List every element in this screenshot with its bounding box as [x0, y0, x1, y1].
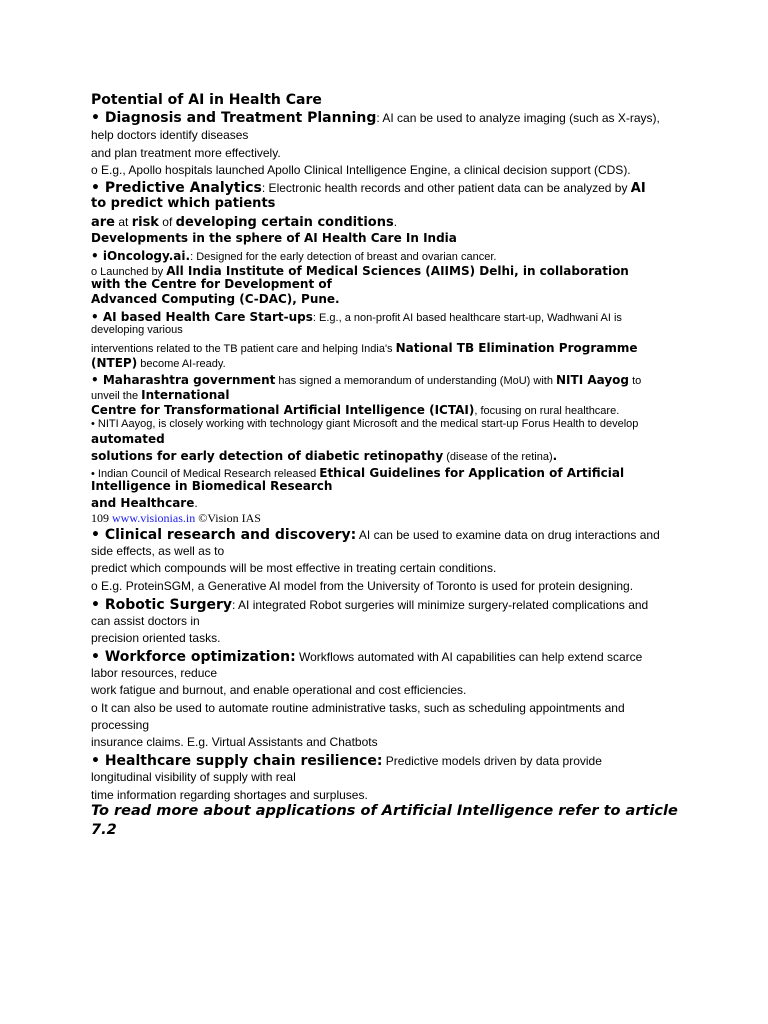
- robotic-line-1: • Robotic Surgery: AI integrated Robot surgeries will minimize surgery-related complications and: [91, 597, 649, 613]
- startups-heading: AI based Health Care Start-ups: [102, 310, 313, 324]
- page-footer: [91, 511, 261, 526]
- startups-line-2: developing various: [91, 324, 183, 336]
- website-link[interactable]: www.visionias.in: [112, 511, 196, 525]
- predictive-line-1: • Predictive Analytics: Electronic health records and other patient data can be analyzed by AI: [91, 180, 646, 196]
- clinical-line-3: predict which compounds will be most effective in treating certain conditions.: [91, 561, 497, 575]
- diagnosis-heading: Diagnosis and Treatment Planning: [104, 110, 377, 126]
- clinical-line-1: • Clinical research and discovery: AI can be used to examine data on drug interactions and: [91, 527, 660, 543]
- maharashtra-line-3: Centre for Transformational Artificial Intelligence (ICTAI), focusing on rural healthcare.: [91, 403, 620, 417]
- startups-line-3: interventions related to the TB patient care and helping India's National TB Elimination Programme: [91, 341, 638, 355]
- icmr-line-3: and Healthcare.: [91, 496, 198, 510]
- supply-line-1: • Healthcare supply chain resilience: Predictive models driven by data provide: [91, 753, 602, 769]
- read-more-line-1: To read more about applications of Artificial Intelligence refer to article: [91, 803, 678, 819]
- startups-line-4: (NTEP) become AI-ready.: [91, 356, 226, 370]
- predictive-heading: Predictive Analytics: [104, 180, 262, 196]
- clinical-example: o E.g. ProteinSGM, a Generative AI model from the University of Toronto is used for protein designing.: [91, 579, 634, 593]
- workforce-heading: Workforce optimization:: [104, 649, 296, 665]
- diagnosis-example: o E.g., Apollo hospitals launched Apollo Clinical Intelligence Engine, a clinical decision support (CDS).: [91, 163, 631, 177]
- startups-line-1: • AI based Health Care Start-ups: E.g., a non-profit AI based healthcare start-up, Wadhwani AI is: [91, 310, 622, 324]
- supply-heading: Healthcare supply chain resilience:: [104, 753, 383, 769]
- robotic-line-2: can assist doctors in: [91, 614, 200, 628]
- maharashtra-line-1: • Maharashtra government has signed a memorandum of understanding (MoU) with NITI Aayog to: [91, 373, 642, 387]
- page-number: 109: [91, 511, 112, 525]
- niti-line-1: • NITI Aayog, is closely working with technology giant Microsoft and the medical start-up Forus Health to develop: [91, 418, 639, 430]
- maharashtra-line-2: unveil the International: [91, 388, 230, 402]
- launch-line-2: with the Centre for Development of: [91, 277, 332, 291]
- workforce-sub-line-3: insurance claims. E.g. Virtual Assistants and Chatbots: [91, 735, 378, 749]
- copyright-text: ©Vision IAS: [195, 511, 261, 525]
- launch-line-1: o Launched by All India Institute of Medical Sciences (AIIMS) Delhi, in collaboration: [91, 264, 629, 278]
- robotic-line-3: precision oriented tasks.: [91, 631, 221, 645]
- section-title: Potential of AI in Health Care: [91, 92, 322, 108]
- icmr-line-1: • Indian Council of Medical Research released Ethical Guidelines for Application of Artificial: [91, 466, 625, 480]
- ioncology-line: • iOncology.ai.: Designed for the early detection of breast and ovarian cancer.: [91, 249, 497, 263]
- niti-line-3: solutions for early detection of diabetic retinopathy (disease of the retina).: [91, 449, 558, 463]
- ioncology-heading: iOncology.ai.: [102, 249, 191, 263]
- workforce-line-2: labor resources, reduce: [91, 666, 218, 680]
- icmr-line-2: Intelligence in Biomedical Research: [91, 479, 333, 493]
- maharashtra-heading: Maharashtra government: [102, 373, 276, 387]
- diagnosis-line-3: and plan treatment more effectively.: [91, 146, 281, 160]
- launch-line-3: Advanced Computing (C-DAC), Pune.: [91, 292, 340, 306]
- niti-line-2: automated: [91, 432, 165, 446]
- workforce-line-3: work fatigue and burnout, and enable operational and cost efficiencies.: [91, 683, 467, 697]
- supply-line-3: time information regarding shortages and surpluses.: [91, 788, 368, 802]
- workforce-sub-line-1: o It can also be used to automate routine administrative tasks, such as scheduling appointments and: [91, 701, 625, 715]
- read-more-line-2: 7.2: [91, 822, 117, 838]
- diagnosis-line-1: • Diagnosis and Treatment Planning: AI can be used to analyze imaging (such as X-rays),: [91, 110, 660, 126]
- supply-line-2: longitudinal visibility of supply with real: [91, 770, 296, 784]
- developments-heading: Developments in the sphere of AI Health Care In India: [91, 231, 457, 245]
- diagnosis-line-2: help doctors identify diseases: [91, 128, 249, 142]
- workforce-line-1: • Workforce optimization: Workflows automated with AI capabilities can help extend scarce: [91, 649, 643, 665]
- predictive-line-2: to predict which patients: [91, 196, 276, 211]
- predictive-line-3: are at risk of developing certain conditions.: [91, 215, 398, 230]
- clinical-heading: Clinical research and discovery:: [104, 527, 357, 543]
- workforce-sub-line-2: processing: [91, 718, 150, 732]
- clinical-line-2: side effects, as well as to: [91, 544, 225, 558]
- robotic-heading: Robotic Surgery: [104, 597, 233, 613]
